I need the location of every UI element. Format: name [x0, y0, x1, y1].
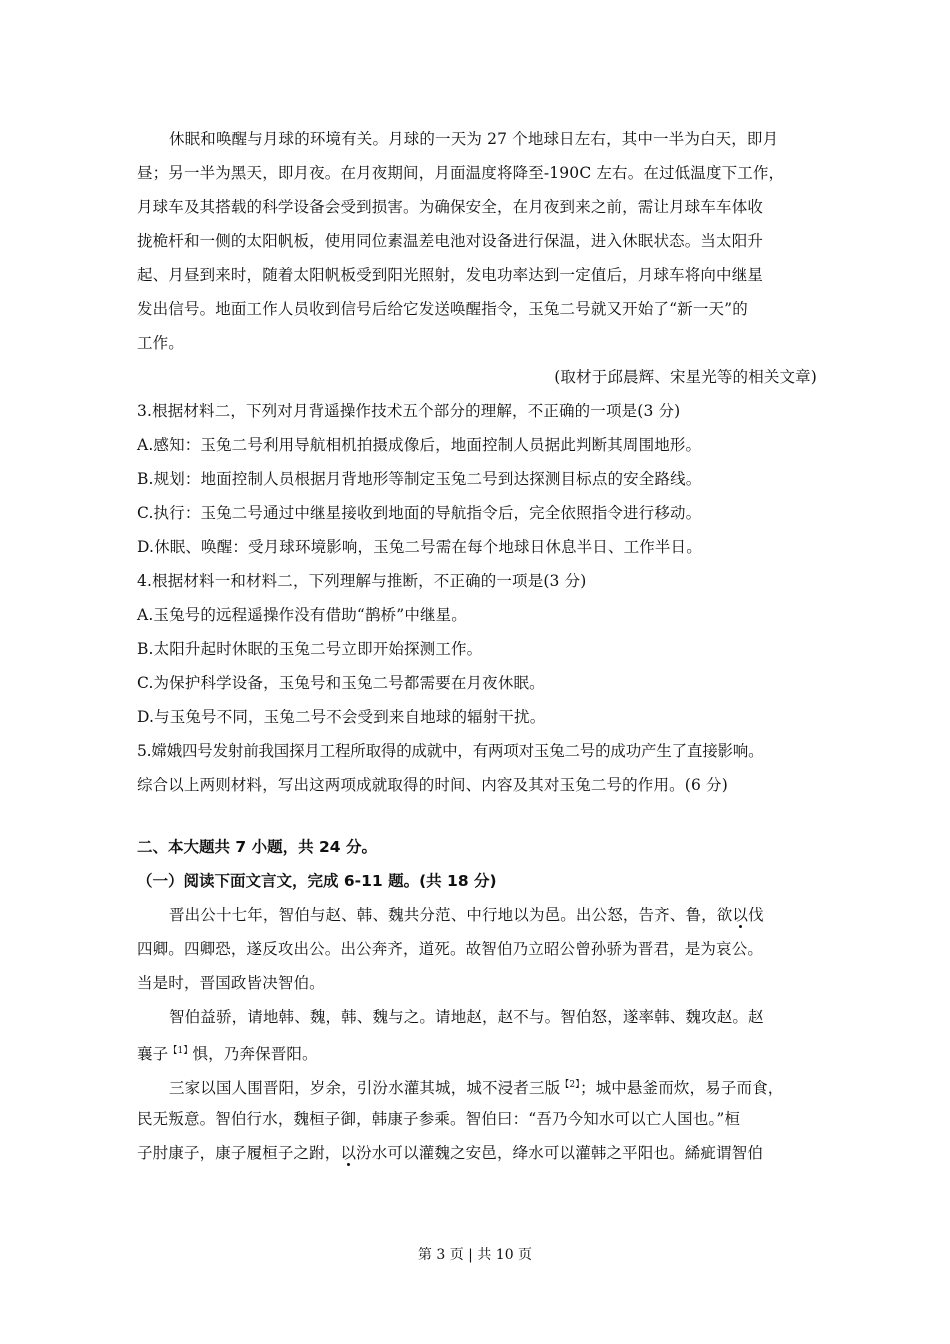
- text-span: 伐: [748, 906, 764, 924]
- emphasized-char: 以: [340, 1144, 357, 1162]
- classical-line: [137, 1136, 817, 1170]
- section-subtitle: （一）阅读下面文言文，完成 6-11 题。(共 18 分): [137, 872, 497, 890]
- text-span: 汾水可以灌魏之安邑，绛水可以灌韩之平阳也。絺疵谓智伯: [356, 1144, 764, 1162]
- footnote-marker: 【1】: [168, 1046, 193, 1056]
- question-stem: 4.根据材料一和材料二，下列理解与推断，不正确的一项是(3 分): [137, 572, 587, 590]
- text-span: 襄子: [137, 1045, 169, 1063]
- option-a: A.玉兔号的远程遥操作没有借助“鹊桥”中继星。: [137, 606, 467, 624]
- classical-line: 四卿。四卿恐，遂反攻出公。出公奔齐，道死。故智伯乃立昭公曾孙骄为晋君，是为哀公。: [137, 940, 764, 958]
- page-content: [137, 122, 817, 1170]
- question-stem: 3.根据材料二，下列对月背遥操作技术五个部分的理解，不正确的一项是(3 分): [137, 402, 681, 420]
- classical-line: [137, 1068, 817, 1102]
- question-5: [137, 734, 817, 802]
- option-b: B.规划：地面控制人员根据月背地形等制定玉兔二号到达探测目标点的安全路线。: [137, 470, 702, 488]
- text-span: 三家以国人围晋阳，岁余，引汾水灌其城，城不浸者三版: [169, 1079, 561, 1097]
- section-title: 二、本大题共 7 小题，共 24 分。: [137, 838, 377, 856]
- classical-line: 智伯益骄，请地韩、魏，韩、魏与之。请地赵，赵不与。智伯怒，遂率韩、魏攻赵。赵: [169, 1008, 764, 1026]
- classical-passage: [137, 898, 817, 1170]
- option-b: B.太阳升起时休眠的玉兔二号立即开始探测工作。: [137, 640, 483, 658]
- passage-material-2-end: [137, 122, 817, 394]
- question-stem-continued: 综合以上两则材料，写出这两项成就取得的时间、内容及其对玉兔二号的作用。(6 分): [137, 776, 728, 794]
- passage-source: (取材于邱晨辉、宋星光等的相关文章): [554, 368, 817, 386]
- text-span: 晋出公十七年，智伯与赵、韩、魏共分范、中行地以为邑。出公怒，告齐、鲁，欲: [169, 906, 733, 924]
- classical-line: 当是时，晋国政皆决智伯。: [137, 974, 325, 992]
- option-d: D.与玉兔号不同，玉兔二号不会受到来自地球的辐射干扰。: [137, 708, 546, 726]
- option-d: D.休眠、唤醒：受月球环境影响，玉兔二号需在每个地球日休息半日、工作半日。: [137, 538, 702, 556]
- passage-line: 发出信号。地面工作人员收到信号后给它发送唤醒指令，玉兔二号就又开始了“新一天”的: [137, 300, 748, 318]
- option-a: A.感知：玉兔二号利用导航相机拍摄成像后，地面控制人员据此判断其周围地形。: [137, 436, 702, 454]
- section-gap: [137, 802, 817, 830]
- option-c: C.为保护科学设备，玉兔号和玉兔二号都需要在月夜休眠。: [137, 674, 545, 692]
- classical-line: [137, 898, 817, 932]
- passage-line: 拢桅杆和一侧的太阳帆板，使用同位素温差电池对设备进行保温，进入休眠状态。当太阳升: [137, 232, 764, 250]
- classical-line: 民无叛意。智伯行水，魏桓子御，韩康子参乘。智伯曰：“吾乃今知水可以亡人国也。”桓: [137, 1110, 741, 1128]
- passage-line: 月球车及其搭载的科学设备会受到损害。为确保安全，在月夜到来之前，需让月球车车体收: [137, 198, 764, 216]
- question-stem: 5.嫦娥四号发射前我国探月工程所取得的成就中，有两项对玉兔二号的成功产生了直接影响。: [137, 742, 764, 760]
- emphasized-char: 以: [732, 906, 749, 924]
- passage-line: 昼；另一半为黑天，即月夜。在月夜期间，月面温度将降至-190C 左右。在过低温度下工作，: [137, 164, 785, 182]
- question-3: [137, 394, 817, 564]
- footnote-marker: 【2】: [560, 1080, 580, 1090]
- passage-line: 起、月昼到来时，随着太阳帆板受到阳光照射，发电功率达到一定值后，月球车将向中继星: [137, 266, 764, 284]
- text-span: 子肘康子，康子履桓子之跗，: [137, 1144, 341, 1162]
- text-span: 惧，乃奔保晋阳。: [192, 1045, 318, 1063]
- classical-line: [137, 1034, 817, 1068]
- option-c: C.执行：玉兔二号通过中继星接收到地面的导航指令后，完全依照指令进行移动。: [137, 504, 702, 522]
- text-span: ；城中悬釜而炊，易子而食，: [579, 1079, 784, 1097]
- passage-line: 工作。: [137, 334, 184, 352]
- page-footer: 第 3 页 | 共 10 页: [417, 1247, 533, 1263]
- passage-line: 休眠和唤醒与月球的环境有关。月球的一天为 27 个地球日左右，其中一半为白天，即月: [169, 130, 779, 148]
- question-4: [137, 564, 817, 734]
